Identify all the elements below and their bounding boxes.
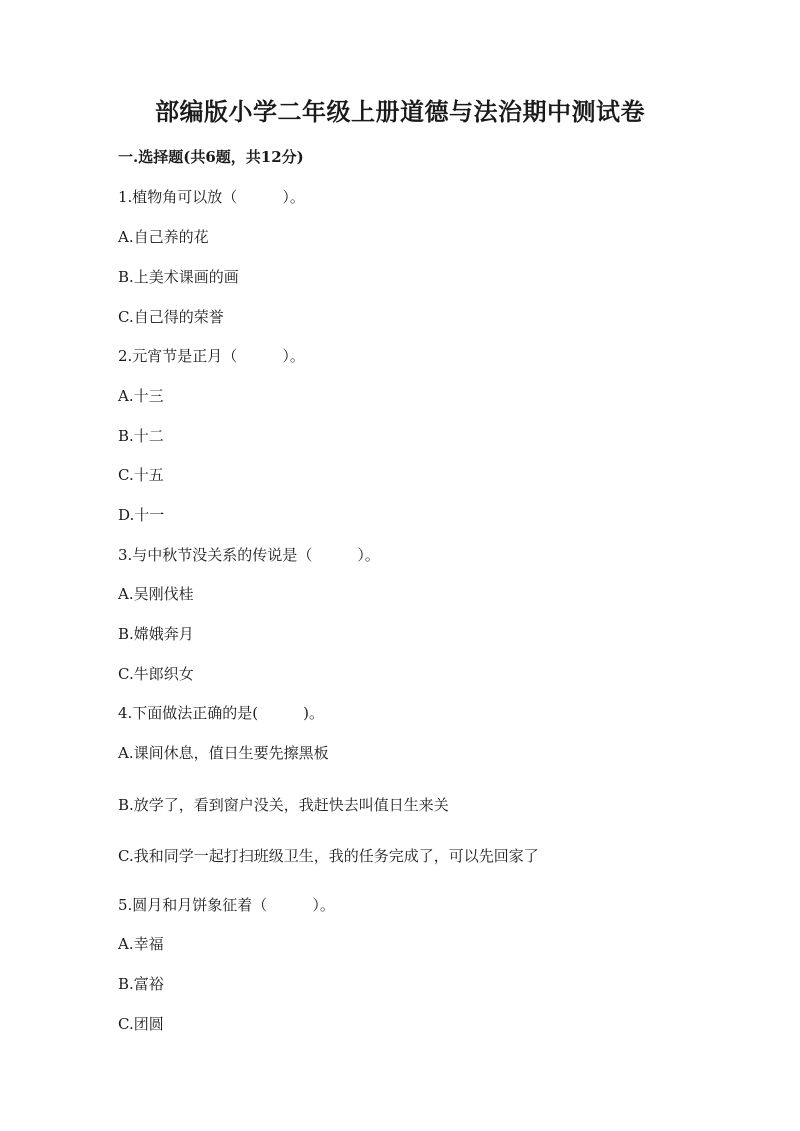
page-title: 部编版小学二年级上册道德与法治期中测试卷 bbox=[155, 97, 645, 126]
question-3-option-b: B.嫦娥奔月 bbox=[118, 625, 194, 643]
question-2-option-d: D.十一 bbox=[118, 506, 165, 524]
question-2-option-a: A.十三 bbox=[118, 387, 164, 405]
question-1-option-c: C.自己得的荣誉 bbox=[118, 308, 224, 326]
question-4-option-c: C.我和同学一起打扫班级卫生，我的任务完成了，可以先回家了 bbox=[118, 847, 539, 865]
question-5-option-b: B.富裕 bbox=[118, 975, 164, 993]
question-5-option-c: C.团圆 bbox=[118, 1015, 164, 1033]
question-3-option-a: A.吴刚伐桂 bbox=[118, 585, 194, 603]
question-1-option-b: B.上美术课画的画 bbox=[118, 268, 239, 286]
question-5-option-a: A.幸福 bbox=[118, 935, 164, 953]
question-3-stem: 3.与中秋节没关系的传说是（ ）。 bbox=[118, 546, 380, 564]
question-4-stem: 4.下面做法正确的是( )。 bbox=[118, 704, 325, 722]
question-5-stem: 5.圆月和月饼象征着（ ）。 bbox=[118, 896, 335, 914]
question-4-option-b: B.放学了，看到窗户没关，我赶快去叫值日生来关 bbox=[118, 796, 449, 814]
question-4-option-a: A.课间休息，值日生要先擦黑板 bbox=[118, 744, 329, 762]
question-2-stem: 2.元宵节是正月（ ）。 bbox=[118, 347, 305, 365]
question-1-stem: 1.植物角可以放（ ）。 bbox=[118, 188, 305, 206]
question-2-option-c: C.十五 bbox=[118, 466, 164, 484]
question-1-option-a: A.自己养的花 bbox=[118, 228, 209, 246]
section-heading: 一.选择题(共6题，共12分) bbox=[118, 148, 304, 166]
question-2-option-b: B.十二 bbox=[118, 427, 164, 445]
question-3-option-c: C.牛郎织女 bbox=[118, 665, 194, 683]
